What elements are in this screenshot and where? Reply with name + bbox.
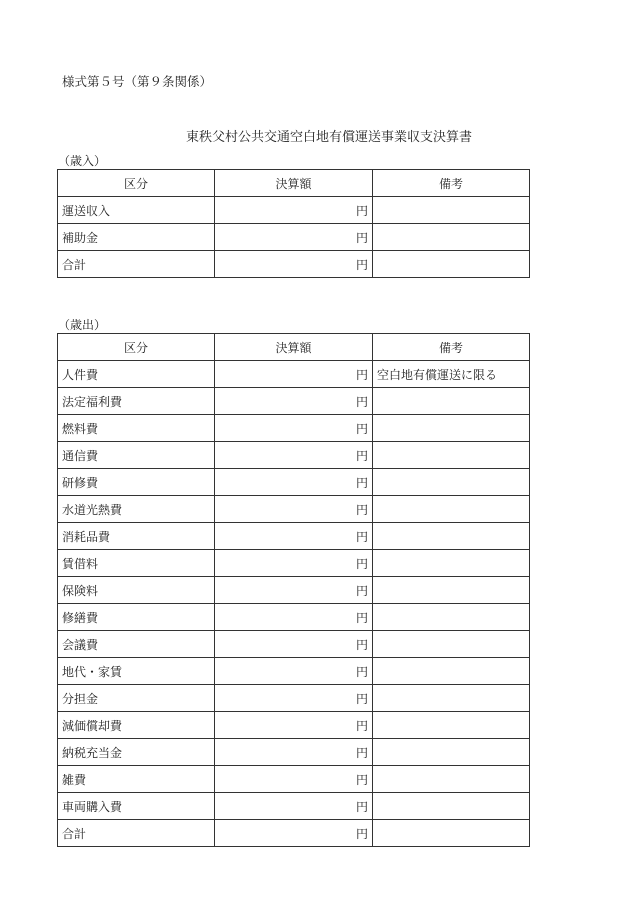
row-amount: 円: [215, 793, 373, 820]
row-note: [373, 251, 530, 278]
row-note: [373, 224, 530, 251]
row-amount: 円: [215, 685, 373, 712]
row-category: 運送収入: [58, 197, 215, 224]
row-note: [373, 577, 530, 604]
row-note: [373, 766, 530, 793]
row-category: 補助金: [58, 224, 215, 251]
row-amount: 円: [215, 577, 373, 604]
table-row: [58, 197, 530, 224]
row-category: 人件費: [58, 361, 215, 388]
row-amount: 円: [215, 550, 373, 577]
table-row: [58, 469, 530, 496]
header-amount: 決算額: [215, 170, 373, 197]
row-note: [373, 550, 530, 577]
row-category: 保険料: [58, 577, 215, 604]
form-number: 様式第５号（第９条関係）: [62, 74, 213, 89]
row-amount: 円: [215, 388, 373, 415]
row-amount: 円: [215, 658, 373, 685]
row-note: [373, 820, 530, 847]
row-note: [373, 739, 530, 766]
table-row: [58, 550, 530, 577]
header-note: 備考: [373, 334, 530, 361]
income-table: [57, 169, 530, 278]
income-section-label: （歳入）: [58, 154, 107, 168]
row-category: 合計: [58, 820, 215, 847]
row-note: [373, 415, 530, 442]
row-note: [373, 658, 530, 685]
row-note: [373, 197, 530, 224]
row-category: 研修費: [58, 469, 215, 496]
expense-section-label: （歳出）: [58, 318, 107, 332]
row-category: 合計: [58, 251, 215, 278]
row-note: [373, 496, 530, 523]
row-category: 分担金: [58, 685, 215, 712]
row-category: 通信費: [58, 442, 215, 469]
header-amount: 決算額: [215, 334, 373, 361]
row-category: 減価償却費: [58, 712, 215, 739]
row-note: [373, 793, 530, 820]
row-category: 会議費: [58, 631, 215, 658]
row-note: [373, 523, 530, 550]
table-row: [58, 442, 530, 469]
table-row: [58, 496, 530, 523]
row-category: 納税充当金: [58, 739, 215, 766]
table-row: [58, 361, 530, 388]
row-category: 雑費: [58, 766, 215, 793]
table-row: [58, 739, 530, 766]
table-row: [58, 631, 530, 658]
table-row: [58, 604, 530, 631]
document-title: 東秩父村公共交通空白地有償運送事業収支決算書: [185, 130, 472, 145]
table-row: [58, 685, 530, 712]
row-category: 賃借料: [58, 550, 215, 577]
row-note: [373, 631, 530, 658]
table-row: [58, 712, 530, 739]
row-amount: 円: [215, 361, 373, 388]
table-row: [58, 415, 530, 442]
row-note: [373, 604, 530, 631]
row-amount: 円: [215, 631, 373, 658]
table-row: [58, 251, 530, 278]
header-note: 備考: [373, 170, 530, 197]
row-note: [373, 388, 530, 415]
row-amount: 円: [215, 442, 373, 469]
row-amount: 円: [215, 766, 373, 793]
header-category: 区分: [58, 334, 215, 361]
row-amount: 円: [215, 415, 373, 442]
header-category: 区分: [58, 170, 215, 197]
table-row: [58, 388, 530, 415]
row-category: 燃料費: [58, 415, 215, 442]
row-note: [373, 442, 530, 469]
row-note: 空白地有償運送に限る: [373, 361, 530, 388]
row-category: 車両購入費: [58, 793, 215, 820]
table-row: [58, 793, 530, 820]
row-amount: 円: [215, 224, 373, 251]
table-row: [58, 224, 530, 251]
row-category: 修繕費: [58, 604, 215, 631]
row-amount: 円: [215, 604, 373, 631]
table-row: [58, 577, 530, 604]
row-category: 法定福利費: [58, 388, 215, 415]
row-note: [373, 469, 530, 496]
expense-table: [57, 333, 530, 847]
row-note: [373, 685, 530, 712]
row-amount: 円: [215, 523, 373, 550]
row-amount: 円: [215, 251, 373, 278]
row-amount: 円: [215, 197, 373, 224]
row-category: 消耗品費: [58, 523, 215, 550]
table-row: [58, 766, 530, 793]
row-category: 地代・家賃: [58, 658, 215, 685]
row-amount: 円: [215, 739, 373, 766]
row-amount: 円: [215, 820, 373, 847]
row-amount: 円: [215, 712, 373, 739]
row-note: [373, 712, 530, 739]
row-category: 水道光熱費: [58, 496, 215, 523]
row-amount: 円: [215, 469, 373, 496]
table-row: [58, 658, 530, 685]
table-row: [58, 523, 530, 550]
row-amount: 円: [215, 496, 373, 523]
table-row: [58, 820, 530, 847]
